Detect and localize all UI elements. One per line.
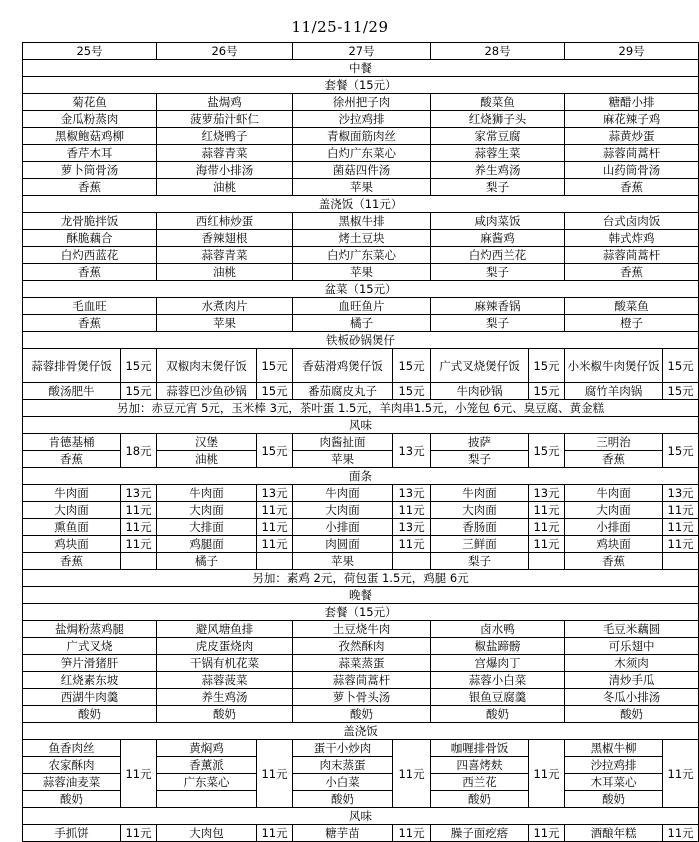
dish-cell: 山药筒骨汤 bbox=[565, 162, 699, 179]
lunch-claypot-extra: 另加：赤豆元宵 5元，玉米棒 3元，茶叶蛋 1.5元，羊肉串1.5元，小笼包 6元、臭豆腐、黄金糕 bbox=[23, 400, 699, 417]
dish-cell: 红烧狮子头 bbox=[431, 111, 565, 128]
dish-cell: 酸菜鱼 bbox=[565, 298, 699, 315]
noodle-fruit-blank bbox=[257, 553, 293, 570]
dish-cell: 盐焗粉蒸鸡腿 bbox=[23, 621, 157, 638]
lunch-set-meal-row bbox=[23, 128, 699, 145]
rice-bowl-price: 11元 bbox=[121, 740, 157, 808]
noodle-dish: 小排面 bbox=[565, 519, 663, 536]
noodle-dish: 大肉面 bbox=[565, 502, 663, 519]
dish-cell: 菌菇四件汤 bbox=[293, 162, 431, 179]
lunch-set-meal-row bbox=[23, 145, 699, 162]
dish-cell: 家常豆腐 bbox=[431, 128, 565, 145]
dish-cell: 白灼广东菜心 bbox=[293, 247, 431, 264]
dinner-set-meal-row bbox=[23, 638, 699, 655]
rice-bowl-dish: 黄焖鸡 bbox=[157, 740, 257, 757]
flavor-price: 11元 bbox=[257, 825, 293, 842]
rice-bowl-dish: 西兰花 bbox=[431, 774, 529, 791]
dish-cell: 西湖牛肉羹 bbox=[23, 689, 157, 706]
flavor-dish: 肉酱扯面 bbox=[293, 434, 393, 451]
rice-bowl-price: 11元 bbox=[393, 740, 431, 808]
lunch-claypot-header-row bbox=[23, 332, 699, 349]
dish-cell: 椒盐蹄髈 bbox=[431, 638, 565, 655]
noodle-dish: 鸡块面 bbox=[23, 536, 121, 553]
lunch-set-meal-header: 套餐（15元） bbox=[23, 77, 699, 94]
claypot-price: 15元 bbox=[529, 383, 565, 400]
dish-cell: 红烧素东坡 bbox=[23, 672, 157, 689]
dish-cell: 蒜蓉茼蒿杆 bbox=[293, 672, 431, 689]
dish-cell: 养生鸡汤 bbox=[431, 162, 565, 179]
noodle-fruit: 橘子 bbox=[157, 553, 257, 570]
lunch-set-meal-header-row bbox=[23, 77, 699, 94]
noodle-price: 11元 bbox=[257, 536, 293, 553]
dish-cell: 干锅有机花菜 bbox=[157, 655, 293, 672]
dish-cell: 青椒面筋肉丝 bbox=[293, 128, 431, 145]
lunch-noodles-header-row bbox=[23, 468, 699, 485]
dish-cell: 蒜黄炒蛋 bbox=[565, 128, 699, 145]
dish-cell: 龙骨脆拌饭 bbox=[23, 213, 157, 230]
flavor-dish: 肯德基桶 bbox=[23, 434, 121, 451]
lunch-noodle-row bbox=[23, 502, 699, 519]
rice-bowl-price: 11元 bbox=[529, 740, 565, 808]
lunch-claypot-row bbox=[23, 349, 699, 383]
claypot-price: 15元 bbox=[257, 383, 293, 400]
rice-bowl-price: 11元 bbox=[257, 740, 293, 808]
dinner-set-meal-row bbox=[23, 621, 699, 638]
dish-cell: 蒜菜蒸蛋 bbox=[293, 655, 431, 672]
dish-cell: 可乐翅中 bbox=[565, 638, 699, 655]
flavor-price: 13元 bbox=[393, 434, 431, 468]
flavor-price: 11元 bbox=[663, 825, 699, 842]
noodle-dish: 牛肉面 bbox=[565, 485, 663, 502]
dish-cell: 黑椒牛排 bbox=[293, 213, 431, 230]
lunch-section-header-row bbox=[23, 60, 699, 77]
lunch-claypot-row bbox=[23, 383, 699, 400]
noodle-price: 11元 bbox=[663, 502, 699, 519]
noodle-price: 11元 bbox=[393, 502, 431, 519]
lunch-set-meal-row bbox=[23, 94, 699, 111]
noodle-dish: 鸡块面 bbox=[565, 536, 663, 553]
noodle-price: 13元 bbox=[393, 485, 431, 502]
lunch-flavor-row bbox=[23, 434, 699, 451]
noodle-price: 13元 bbox=[529, 485, 565, 502]
dish-cell: 笋片滑猪肝 bbox=[23, 655, 157, 672]
claypot-price: 15元 bbox=[529, 349, 565, 383]
dish-cell: 白灼广东菜心 bbox=[293, 145, 431, 162]
dish-cell: 梨子 bbox=[431, 179, 565, 196]
lunch-set-meal-row bbox=[23, 179, 699, 196]
flavor-price: 15元 bbox=[257, 434, 293, 468]
noodle-fruit: 香蕉 bbox=[23, 553, 121, 570]
dish-cell: 麻花辣子鸡 bbox=[565, 111, 699, 128]
dish-cell: 宫爆肉丁 bbox=[431, 655, 565, 672]
noodle-dish: 大肉面 bbox=[293, 502, 393, 519]
dish-cell: 香蕉 bbox=[23, 179, 157, 196]
dish-cell: 橙子 bbox=[565, 315, 699, 332]
lunch-basin-row bbox=[23, 298, 699, 315]
noodle-dish: 大肉面 bbox=[431, 502, 529, 519]
lunch-set-meal-row bbox=[23, 162, 699, 179]
dish-cell: 蒜蓉小白菜 bbox=[431, 672, 565, 689]
dinner-rice-bowl-header: 盖浇饭 bbox=[23, 723, 699, 740]
lunch-flavor-header: 风味 bbox=[23, 417, 699, 434]
claypot-price: 15元 bbox=[257, 349, 293, 383]
noodle-fruit-blank bbox=[529, 553, 565, 570]
noodle-dish: 鸡腿面 bbox=[157, 536, 257, 553]
rice-bowl-dish: 蒜蓉油麦菜 bbox=[23, 774, 121, 791]
dish-cell: 台式卤肉饭 bbox=[565, 213, 699, 230]
noodle-price: 11元 bbox=[529, 536, 565, 553]
noodle-fruit-blank bbox=[121, 553, 157, 570]
claypot-price: 15元 bbox=[663, 383, 699, 400]
dish-cell: 韩式炸鸡 bbox=[565, 230, 699, 247]
lunch-flavor-header-row bbox=[23, 417, 699, 434]
dish-cell: 毛豆米藕圆 bbox=[565, 621, 699, 638]
flavor-fruit: 香蕉 bbox=[565, 451, 663, 468]
dish-cell: 萝卜筒骨汤 bbox=[23, 162, 157, 179]
noodle-price: 13元 bbox=[257, 485, 293, 502]
dish-cell: 萝卜骨头汤 bbox=[293, 689, 431, 706]
noodle-fruit: 梨子 bbox=[431, 553, 529, 570]
flavor-dish: 臊子面疙瘩 bbox=[431, 825, 529, 842]
weekly-menu-table bbox=[22, 42, 699, 842]
noodle-dish: 牛肉面 bbox=[293, 485, 393, 502]
lunch-claypot-extra-row bbox=[23, 400, 699, 417]
lunch-rice-bowl-row bbox=[23, 213, 699, 230]
noodle-fruit-blank bbox=[393, 553, 431, 570]
dish-cell: 蒜蓉青菜 bbox=[157, 247, 293, 264]
lunch-rice-bowl-row bbox=[23, 264, 699, 281]
claypot-dish: 小米椒牛肉煲仔饭 bbox=[565, 349, 663, 383]
dish-cell: 香蕉 bbox=[23, 264, 157, 281]
flavor-fruit: 苹果 bbox=[293, 451, 393, 468]
dinner-flavor-row bbox=[23, 825, 699, 842]
dish-cell: 梨子 bbox=[431, 315, 565, 332]
dish-cell: 白灼西蓝花 bbox=[23, 247, 157, 264]
noodle-dish: 熏鱼面 bbox=[23, 519, 121, 536]
dish-cell: 酸菜鱼 bbox=[431, 94, 565, 111]
dish-cell: 麻酱鸡 bbox=[431, 230, 565, 247]
claypot-dish: 广式叉烧煲仔饭 bbox=[431, 349, 529, 383]
lunch-rice-bowl-row bbox=[23, 247, 699, 264]
dish-cell: 香芹木耳 bbox=[23, 145, 157, 162]
rice-bowl-dish: 鱼香肉丝 bbox=[23, 740, 121, 757]
dish-cell: 银鱼豆腐羹 bbox=[431, 689, 565, 706]
flavor-price: 15元 bbox=[663, 434, 699, 468]
dish-cell: 沙拉鸡排 bbox=[293, 111, 431, 128]
day-header-row bbox=[23, 43, 699, 60]
rice-bowl-dish bbox=[157, 791, 257, 808]
dish-cell: 蒜蓉生菜 bbox=[431, 145, 565, 162]
lunch-claypot-header: 铁板砂锅煲仔 bbox=[23, 332, 699, 349]
lunch-rice-bowl-row bbox=[23, 230, 699, 247]
dinner-rice-bowl-header-row bbox=[23, 723, 699, 740]
noodle-dish: 大肉面 bbox=[23, 502, 121, 519]
claypot-dish: 蒜蓉巴沙鱼砂锅 bbox=[157, 383, 257, 400]
dish-cell: 木须肉 bbox=[565, 655, 699, 672]
claypot-price: 15元 bbox=[393, 349, 431, 383]
dinner-set-meal-header-row bbox=[23, 604, 699, 621]
noodle-price: 11元 bbox=[257, 502, 293, 519]
rice-bowl-dish: 广东菜心 bbox=[157, 774, 257, 791]
rice-bowl-dish: 肉末蒸蛋 bbox=[293, 757, 393, 774]
dish-cell: 咸肉菜饭 bbox=[431, 213, 565, 230]
rice-bowl-price: 11元 bbox=[663, 740, 699, 808]
rice-bowl-dish: 酸奶 bbox=[565, 791, 663, 808]
dish-cell: 苹果 bbox=[157, 315, 293, 332]
day-header: 29号 bbox=[565, 43, 699, 60]
dish-cell: 徐州把子肉 bbox=[293, 94, 431, 111]
dish-cell: 蒜蓉青菜 bbox=[157, 145, 293, 162]
dinner-rice-bowl-row bbox=[23, 740, 699, 757]
noodle-dish: 香肠面 bbox=[431, 519, 529, 536]
noodle-price: 11元 bbox=[663, 519, 699, 536]
dish-cell: 菠萝茄汁虾仁 bbox=[157, 111, 293, 128]
noodle-price: 11元 bbox=[393, 536, 431, 553]
lunch-noodle-row bbox=[23, 485, 699, 502]
flavor-price: 11元 bbox=[121, 825, 157, 842]
dish-cell: 烤土豆块 bbox=[293, 230, 431, 247]
flavor-price: 18元 bbox=[121, 434, 157, 468]
dish-cell: 麻辣香锅 bbox=[431, 298, 565, 315]
noodle-price: 11元 bbox=[121, 519, 157, 536]
flavor-fruit: 香蕉 bbox=[23, 451, 121, 468]
claypot-price: 15元 bbox=[663, 349, 699, 383]
rice-bowl-dish: 农家酥肉 bbox=[23, 757, 121, 774]
lunch-rice-bowl-header: 盖浇饭（11元） bbox=[23, 196, 699, 213]
flavor-price: 11元 bbox=[393, 825, 431, 842]
dish-cell: 红烧鸭子 bbox=[157, 128, 293, 145]
dish-cell: 香蕉 bbox=[565, 264, 699, 281]
dish-cell: 海带小排汤 bbox=[157, 162, 293, 179]
claypot-price: 15元 bbox=[121, 349, 157, 383]
dish-cell: 养生鸡汤 bbox=[157, 689, 293, 706]
day-header: 26号 bbox=[157, 43, 293, 60]
dish-cell: 酥脆藕合 bbox=[23, 230, 157, 247]
noodle-price: 13元 bbox=[663, 485, 699, 502]
claypot-dish: 香菇滑鸡煲仔饭 bbox=[293, 349, 393, 383]
rice-bowl-dish: 沙拉鸡排 bbox=[565, 757, 663, 774]
lunch-noodle-fruit-row bbox=[23, 553, 699, 570]
flavor-price: 15元 bbox=[529, 434, 565, 468]
dinner-set-meal-row bbox=[23, 672, 699, 689]
flavor-dish: 酒酿年糕 bbox=[565, 825, 663, 842]
lunch-noodle-extra: 另加：素鸡 2元，荷包蛋 1.5元，鸡腿 6元 bbox=[23, 570, 699, 587]
dish-cell: 土豆烧牛肉 bbox=[293, 621, 431, 638]
claypot-dish: 蒜蓉排骨煲仔饭 bbox=[23, 349, 121, 383]
dish-cell: 卤水鸭 bbox=[431, 621, 565, 638]
claypot-dish: 番茄腐皮丸子 bbox=[293, 383, 393, 400]
dish-cell: 蒜蓉茼蒿杆 bbox=[565, 145, 699, 162]
rice-bowl-dish: 酸奶 bbox=[293, 791, 393, 808]
dish-cell: 孜然酥肉 bbox=[293, 638, 431, 655]
rice-bowl-dish: 小白菜 bbox=[293, 774, 393, 791]
lunch-basin-header: 盆菜（15元） bbox=[23, 281, 699, 298]
dish-cell: 虎皮蛋烧肉 bbox=[157, 638, 293, 655]
flavor-dish: 三明治 bbox=[565, 434, 663, 451]
flavor-price: 11元 bbox=[529, 825, 565, 842]
rice-bowl-dish: 酸奶 bbox=[23, 791, 121, 808]
noodle-dish: 牛肉面 bbox=[431, 485, 529, 502]
noodle-price: 11元 bbox=[529, 502, 565, 519]
dish-cell: 酸奶 bbox=[293, 706, 431, 723]
noodle-price: 13元 bbox=[393, 519, 431, 536]
noodle-dish: 牛肉面 bbox=[23, 485, 121, 502]
dinner-section-header: 晚餐 bbox=[23, 587, 699, 604]
day-header: 25号 bbox=[23, 43, 157, 60]
dish-cell: 黑椒鲍菇鸡柳 bbox=[23, 128, 157, 145]
noodle-price: 11元 bbox=[663, 536, 699, 553]
lunch-noodles-header: 面条 bbox=[23, 468, 699, 485]
flavor-fruit: 油桃 bbox=[157, 451, 257, 468]
dish-cell: 糖醋小排 bbox=[565, 94, 699, 111]
flavor-dish: 大肉包 bbox=[157, 825, 257, 842]
noodle-dish: 肉圆面 bbox=[293, 536, 393, 553]
dish-cell: 血旺鱼片 bbox=[293, 298, 431, 315]
rice-bowl-dish: 咖喱排骨饭 bbox=[431, 740, 529, 757]
dish-cell: 水煮肉片 bbox=[157, 298, 293, 315]
dish-cell: 白灼西兰花 bbox=[431, 247, 565, 264]
dinner-flavor-header-row bbox=[23, 808, 699, 825]
lunch-rice-bowl-header-row bbox=[23, 196, 699, 213]
lunch-noodle-row bbox=[23, 519, 699, 536]
menu-title: 11/25-11/29 bbox=[291, 18, 389, 36]
dish-cell: 清炒手瓜 bbox=[565, 672, 699, 689]
dish-cell: 油桃 bbox=[157, 264, 293, 281]
dinner-set-meal-header: 套餐（15元） bbox=[23, 604, 699, 621]
claypot-price: 15元 bbox=[121, 383, 157, 400]
noodle-price: 11元 bbox=[257, 519, 293, 536]
lunch-basin-row bbox=[23, 315, 699, 332]
dish-cell: 酸奶 bbox=[565, 706, 699, 723]
dish-cell: 蒜蓉茼蒿杆 bbox=[565, 247, 699, 264]
flavor-dish: 汉堡 bbox=[157, 434, 257, 451]
dinner-set-meal-row bbox=[23, 655, 699, 672]
lunch-section-header: 中餐 bbox=[23, 60, 699, 77]
lunch-noodle-row bbox=[23, 536, 699, 553]
dinner-section-header-row bbox=[23, 587, 699, 604]
noodle-price: 11元 bbox=[529, 519, 565, 536]
dish-cell: 金瓜粉蒸肉 bbox=[23, 111, 157, 128]
dish-cell: 香蕉 bbox=[23, 315, 157, 332]
noodle-dish: 牛肉面 bbox=[157, 485, 257, 502]
noodle-dish: 小排面 bbox=[293, 519, 393, 536]
dish-cell: 梨子 bbox=[431, 264, 565, 281]
dish-cell: 西红柿炒蛋 bbox=[157, 213, 293, 230]
lunch-set-meal-row bbox=[23, 111, 699, 128]
claypot-price: 15元 bbox=[393, 383, 431, 400]
flavor-dish: 糖芋苗 bbox=[293, 825, 393, 842]
rice-bowl-dish: 黑椒牛柳 bbox=[565, 740, 663, 757]
dish-cell: 广式叉烧 bbox=[23, 638, 157, 655]
flavor-dish: 手抓饼 bbox=[23, 825, 121, 842]
noodle-fruit: 苹果 bbox=[293, 553, 393, 570]
dish-cell: 香蕉 bbox=[565, 179, 699, 196]
dish-cell: 毛血旺 bbox=[23, 298, 157, 315]
rice-bowl-dish: 香薰派 bbox=[157, 757, 257, 774]
noodle-price: 13元 bbox=[121, 485, 157, 502]
dish-cell: 冬瓜小排汤 bbox=[565, 689, 699, 706]
dish-cell: 苹果 bbox=[293, 179, 431, 196]
noodle-dish: 大肉面 bbox=[157, 502, 257, 519]
noodle-dish: 大排面 bbox=[157, 519, 257, 536]
flavor-fruit: 梨子 bbox=[431, 451, 529, 468]
dinner-set-meal-row bbox=[23, 689, 699, 706]
claypot-dish: 牛肉砂锅 bbox=[431, 383, 529, 400]
dish-cell: 酸奶 bbox=[23, 706, 157, 723]
rice-bowl-dish: 蛋干小炒肉 bbox=[293, 740, 393, 757]
noodle-price: 11元 bbox=[121, 536, 157, 553]
noodle-fruit-blank bbox=[663, 553, 699, 570]
day-header: 27号 bbox=[293, 43, 431, 60]
lunch-basin-header-row bbox=[23, 281, 699, 298]
dish-cell: 苹果 bbox=[293, 264, 431, 281]
flavor-dish: 披萨 bbox=[431, 434, 529, 451]
claypot-dish: 双椒肉末煲仔饭 bbox=[157, 349, 257, 383]
rice-bowl-dish: 酸奶 bbox=[431, 791, 529, 808]
dish-cell: 避风塘鱼排 bbox=[157, 621, 293, 638]
dish-cell: 蒜蓉菠菜 bbox=[157, 672, 293, 689]
noodle-dish: 三鲜面 bbox=[431, 536, 529, 553]
dish-cell: 盐焗鸡 bbox=[157, 94, 293, 111]
dinner-flavor-header: 风味 bbox=[23, 808, 699, 825]
dish-cell: 橘子 bbox=[293, 315, 431, 332]
claypot-dish: 腐竹羊肉锅 bbox=[565, 383, 663, 400]
dish-cell: 油桃 bbox=[157, 179, 293, 196]
claypot-dish: 酸汤肥牛 bbox=[23, 383, 121, 400]
noodle-fruit: 香蕉 bbox=[565, 553, 663, 570]
noodle-price: 11元 bbox=[121, 502, 157, 519]
dish-cell: 酸奶 bbox=[431, 706, 565, 723]
dish-cell: 酸奶 bbox=[157, 706, 293, 723]
dish-cell: 菊花鱼 bbox=[23, 94, 157, 111]
day-header: 28号 bbox=[431, 43, 565, 60]
dish-cell: 香辣翅根 bbox=[157, 230, 293, 247]
dinner-set-meal-row bbox=[23, 706, 699, 723]
lunch-noodle-extra-row bbox=[23, 570, 699, 587]
rice-bowl-dish: 木耳菜心 bbox=[565, 774, 663, 791]
rice-bowl-dish: 四喜烤麸 bbox=[431, 757, 529, 774]
